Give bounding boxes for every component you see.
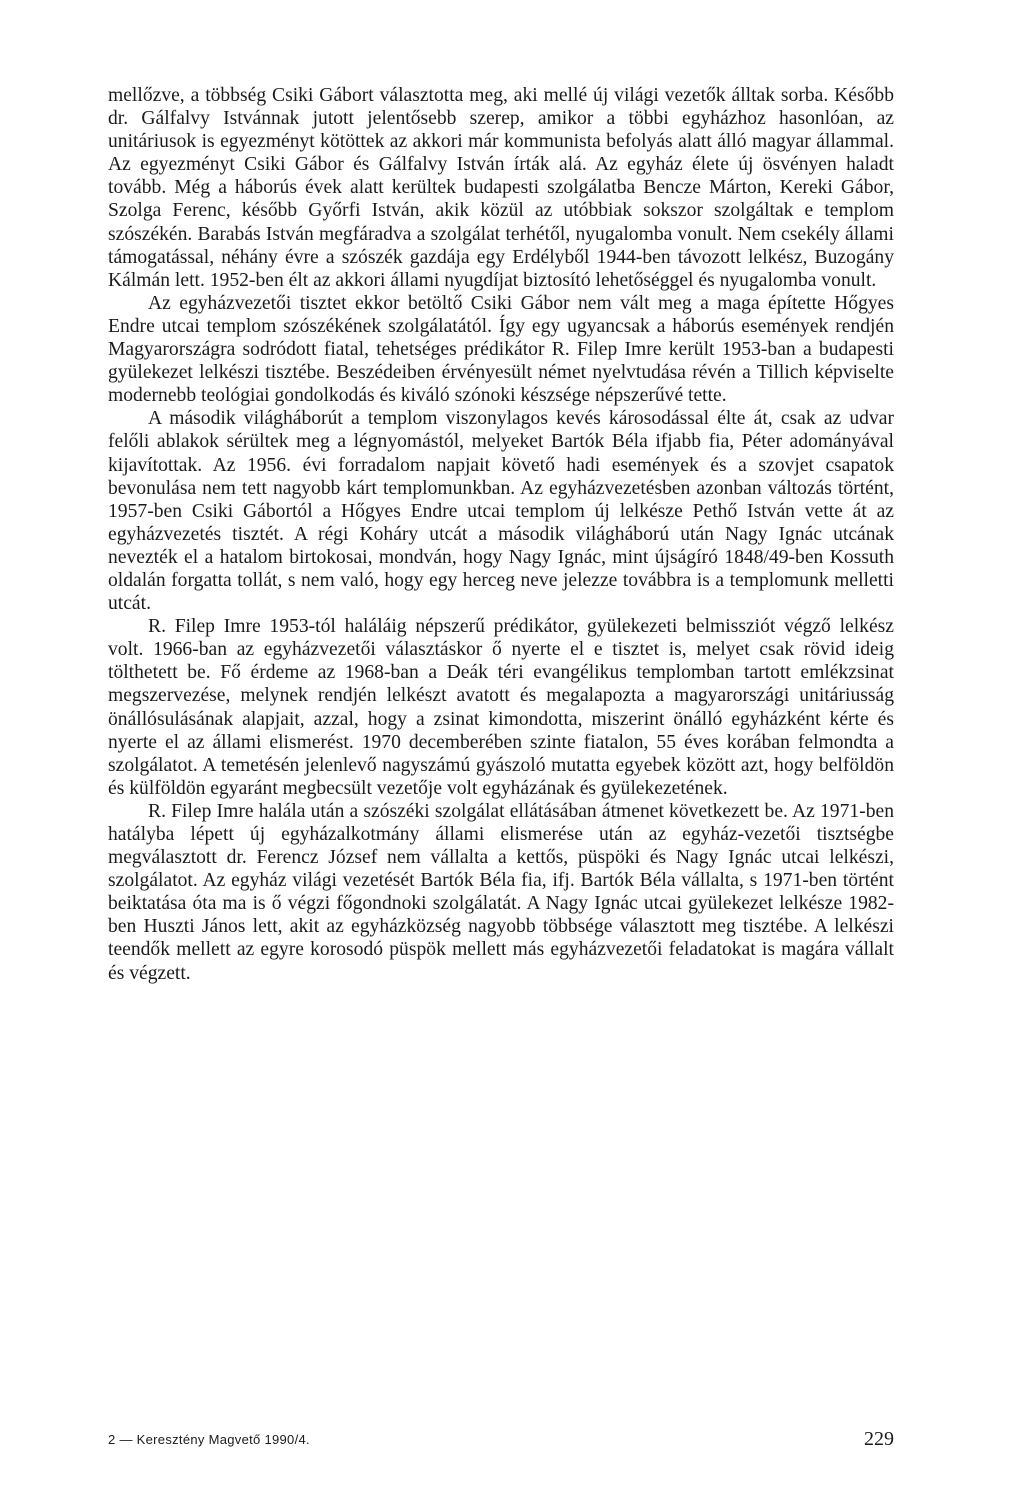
page-number: 229 [864, 1428, 894, 1450]
paragraph-3: A második világháborút a templom viszonylagos kevés károsodással élte át, csak az udvar felőli ablakok sérültek meg a légnyomástól, melyeket Bartók Béla ifjabb fia, Péter adományával kijavítottak. Az 1956. évi forradalom napjait követő hadi események és a szovjet csapatok bevonulása nem tett nagyobb kárt templomunkban. Az egyházvezetésben azonban változás történt, 1957-ben Csiki Gábortól a Hőgyes Endre utcai templom új lelkésze Pethő István vette át az egyházvezetés tisztét. A régi Koháry utcát a második világháború után Nagy Ignác utcának nevezték el a hatalom birtokosai, mondván, hogy Nagy Ignác, mint újságíró 1848/49-ben Kossuth oldalán forgatta tollát, s nem való, hogy egy herceg neve jelezze továbbra is a templomunk melletti utcát. [108, 408, 894, 615]
paragraph-5: R. Filep Imre halála után a szószéki szolgálat ellátásában átmenet következett be. Az 1971-ben hatályba lépett új egyházalkotmány állami elismerése után az egyház-vezetői tisztségbe megválasztott dr. Ferencz József nem vállalta a kettős, püspöki és Nagy Ignác utcai lelkészi, szolgálatot. Az egyház világi vezetését Bartók Béla fia, ifj. Bartók Béla vállalta, s 1971-ben történt beiktatása óta ma is ő végzi főgondnoki szolgálatát. A Nagy Ignác utcai gyülekezet lelkésze 1982-ben Huszti János lett, akit az egyházközség nagyobb többsége választott meg tisztébe. A lelkészi teendők mellett az egyre korosodó püspök mellett más egyházvezetői feladatokat is magára vállalt és végzett. [108, 800, 894, 984]
paragraph-4: R. Filep Imre 1953-tól haláláig népszerű prédikátor, gyülekezeti belmissziót végző lelkész volt. 1966-ban az egyházvezetői választáskor ő nyerte el e tisztet is, melyet csak rövid ideig tölthetett be. Fő érdeme az 1968-ban a Deák téri evangélikus templomban tartott emlékzsinat megszervezése, melynek rendjén lelkészt avatott és megalapozta a magyarországi unitáriusság önállósulásának alapjait, azzal, hogy a zsinat kimondotta, miszerint önálló egyházként kérte és nyerte el az állami elismerést. 1970 decemberében szinte fiatalon, 55 éves korában felmondta a szolgálatot. A temetésén jelenlevő nagyszámú gyászoló mutatta egyebek között azt, hogy belföldön és külföldön egyaránt megbecsült vezetője volt egyházának és gyülekezetének. [108, 616, 894, 799]
paragraph-1: mellőzve, a többség Csiki Gábort választotta meg, aki mellé új világi vezetők álltak sorba. Később dr. Gálfalvy Istvánnak jutott jelentősebb szerep, amikor a többi egyházhoz hasonlóan, az unitáriusok is egyezményt kötöttek az akkori már kommunista befolyás alatt álló magyar állammal. Az egyezményt Csiki Gábor és Gálfalvy István írták alá. Az egyház élete új ösvényen haladt tovább. Még a háborús évek alatt kerültek budapesti szolgálatba Bencze Márton, Kereki Gábor, Szolga Ferenc, később Győrfi István, akik közül az utóbbiak sokszor szolgáltak e templom szószékén. Barabás István megfáradva a szolgálat terhétől, nyugalomba vonult. Nem csekély állami támogatással, néhány évre a szószék gazdája egy Erdélyből 1944-ben távozott lelkész, Buzogány Kálmán lett. 1952-ben élt az akkori állami nyugdíjat biztosító lehetőséggel és nyugalomba vonult. [108, 85, 894, 291]
page-body [108, 84, 894, 985]
footer-journal-reference: 2 — Keresztény Magvető 1990/4. [108, 1432, 310, 1447]
paragraph-2: Az egyházvezetői tisztet ekkor betöltő Csiki Gábor nem vált meg a maga építette Hőgyes Endre utcai templom szószékének szolgálatától. Így egy ugyancsak a háborús események rendjén Magyarországra sodródott fiatal, tehetséges prédikátor R. Filep Imre került 1953-ban a budapesti gyülekezet lelkészi tisztébe. Beszédeiben érvényesült német nyelvtudása révén a Tillich képviselte modernebb teológiai gondolkodás és kiváló szónoki készsége népszerűvé tette. [108, 292, 894, 407]
